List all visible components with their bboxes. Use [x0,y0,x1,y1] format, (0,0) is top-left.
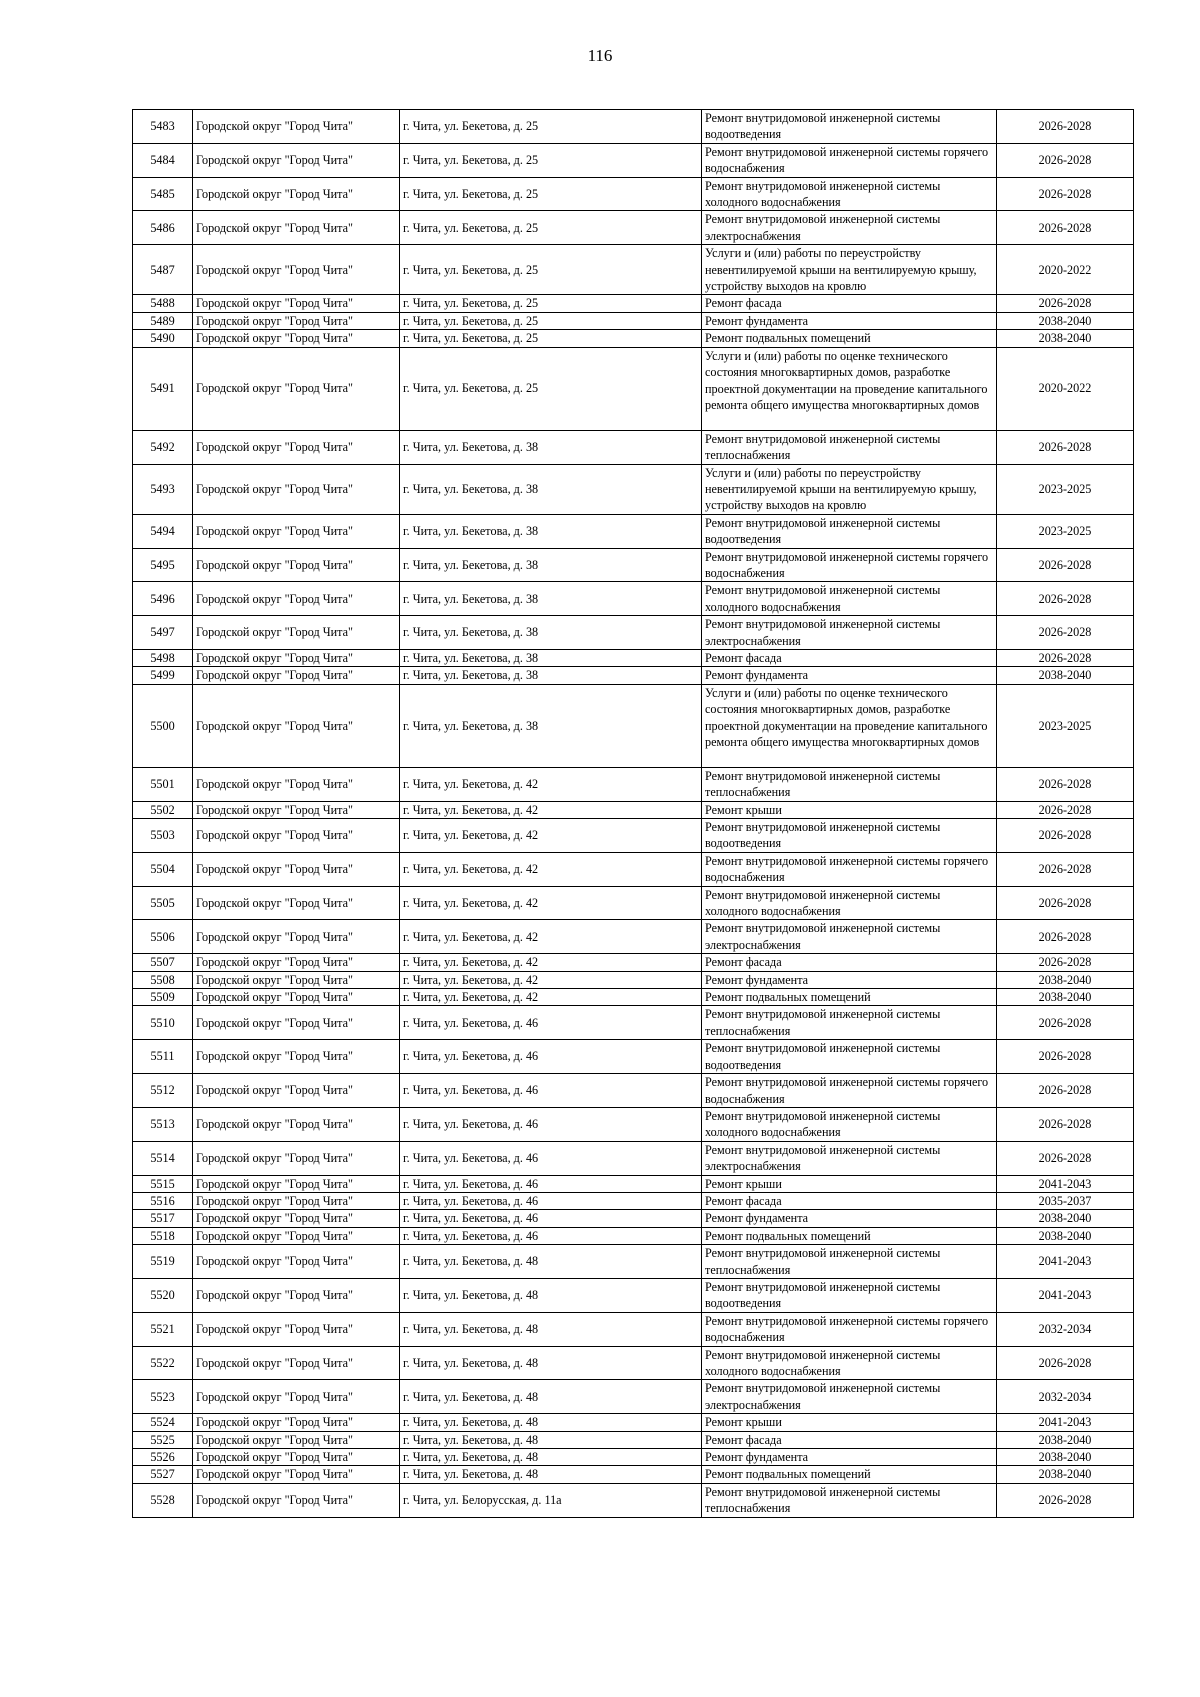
work-type-cell: Ремонт внутридомовой инженерной системы электроснабжения [702,920,997,954]
address-cell: г. Чита, ул. Бекетова, д. 46 [400,1074,702,1108]
table-row [133,1175,1134,1192]
municipality-cell: Городской округ "Город Чита" [193,1431,400,1448]
address-cell: г. Чита, ул. Бекетова, д. 46 [400,1141,702,1175]
work-type-cell: Ремонт внутридомовой инженерной системы горячего водоснабжения [702,548,997,582]
address-cell: г. Чита, ул. Бекетова, д. 38 [400,514,702,548]
table-row [133,330,1134,347]
address-cell: г. Чита, ул. Бекетова, д. 25 [400,330,702,347]
work-type-cell: Услуги и (или) работы по переустройству невентилируемой крыши на вентилируемую крышу, устройству выходов на кровлю [702,464,997,514]
municipality-cell: Городской округ "Город Чита" [193,1107,400,1141]
municipality-cell: Городской округ "Город Чита" [193,1141,400,1175]
table-row [133,1466,1134,1483]
municipality-cell: Городской округ "Город Чита" [193,989,400,1006]
municipality-cell: Городской округ "Город Чита" [193,177,400,211]
work-type-cell: Ремонт подвальных помещений [702,1466,997,1483]
municipality-cell: Городской округ "Город Чита" [193,1210,400,1227]
table-row [133,819,1134,853]
period-cell: 2041-2043 [997,1278,1134,1312]
address-cell: г. Чита, ул. Бекетова, д. 42 [400,886,702,920]
municipality-cell: Городской округ "Город Чита" [193,312,400,329]
period-cell: 2020-2022 [997,347,1134,430]
table-body [133,110,1134,1518]
period-cell: 2026-2028 [997,886,1134,920]
municipality-cell: Городской округ "Город Чита" [193,464,400,514]
row-number-cell: 5485 [133,177,193,211]
table-row [133,1245,1134,1279]
row-number-cell: 5493 [133,464,193,514]
work-type-cell: Ремонт внутридомовой инженерной системы водоотведения [702,1278,997,1312]
row-number-cell: 5487 [133,245,193,295]
row-number-cell: 5500 [133,684,193,767]
municipality-cell: Городской округ "Город Чита" [193,1312,400,1346]
address-cell: г. Чита, ул. Бекетова, д. 48 [400,1278,702,1312]
repair-schedule-table [132,109,1134,1518]
table-row [133,1192,1134,1209]
table-row [133,1210,1134,1227]
work-type-cell: Услуги и (или) работы по переустройству невентилируемой крыши на вентилируемую крышу, устройству выходов на кровлю [702,245,997,295]
period-cell: 2026-2028 [997,1040,1134,1074]
row-number-cell: 5484 [133,143,193,177]
row-number-cell: 5501 [133,767,193,801]
address-cell: г. Чита, ул. Бекетова, д. 25 [400,347,702,430]
address-cell: г. Чита, ул. Бекетова, д. 42 [400,954,702,971]
period-cell: 2026-2028 [997,1006,1134,1040]
work-type-cell: Ремонт внутридомовой инженерной системы горячего водоснабжения [702,143,997,177]
table-row [133,1227,1134,1244]
period-cell: 2026-2028 [997,177,1134,211]
work-type-cell: Ремонт фундамента [702,312,997,329]
period-cell: 2038-2040 [997,971,1134,988]
municipality-cell: Городской округ "Город Чита" [193,852,400,886]
row-number-cell: 5489 [133,312,193,329]
period-cell: 2026-2028 [997,548,1134,582]
address-cell: г. Чита, ул. Бекетова, д. 46 [400,1006,702,1040]
work-type-cell: Ремонт фасада [702,1431,997,1448]
row-number-cell: 5488 [133,295,193,312]
table-row [133,582,1134,616]
period-cell: 2026-2028 [997,1346,1134,1380]
row-number-cell: 5498 [133,649,193,666]
row-number-cell: 5504 [133,852,193,886]
work-type-cell: Ремонт внутридомовой инженерной системы горячего водоснабжения [702,1074,997,1108]
work-type-cell: Ремонт фасада [702,295,997,312]
municipality-cell: Городской округ "Город Чита" [193,1346,400,1380]
row-number-cell: 5510 [133,1006,193,1040]
row-number-cell: 5516 [133,1192,193,1209]
address-cell: г. Чита, ул. Бекетова, д. 38 [400,548,702,582]
work-type-cell: Ремонт внутридомовой инженерной системы горячего водоснабжения [702,1312,997,1346]
address-cell: г. Чита, ул. Бекетова, д. 48 [400,1312,702,1346]
row-number-cell: 5494 [133,514,193,548]
municipality-cell: Городской округ "Город Чита" [193,1278,400,1312]
work-type-cell: Ремонт внутридомовой инженерной системы теплоснабжения [702,1006,997,1040]
row-number-cell: 5512 [133,1074,193,1108]
table-row [133,1346,1134,1380]
period-cell: 2026-2028 [997,801,1134,818]
municipality-cell: Городской округ "Город Чита" [193,582,400,616]
work-type-cell: Ремонт внутридомовой инженерной системы водоотведения [702,819,997,853]
period-cell: 2038-2040 [997,1210,1134,1227]
address-cell: г. Чита, ул. Бекетова, д. 42 [400,819,702,853]
period-cell: 2041-2043 [997,1414,1134,1431]
work-type-cell: Ремонт внутридомовой инженерной системы водоотведения [702,110,997,144]
row-number-cell: 5499 [133,667,193,684]
row-number-cell: 5511 [133,1040,193,1074]
municipality-cell: Городской округ "Город Чита" [193,684,400,767]
work-type-cell: Ремонт внутридомовой инженерной системы теплоснабжения [702,430,997,464]
period-cell: 2023-2025 [997,514,1134,548]
table-row [133,514,1134,548]
address-cell: г. Чита, ул. Бекетова, д. 48 [400,1466,702,1483]
row-number-cell: 5496 [133,582,193,616]
period-cell: 2026-2028 [997,295,1134,312]
address-cell: г. Чита, ул. Бекетова, д. 48 [400,1380,702,1414]
period-cell: 2032-2034 [997,1312,1134,1346]
row-number-cell: 5483 [133,110,193,144]
address-cell: г. Чита, ул. Бекетова, д. 46 [400,1227,702,1244]
period-cell: 2026-2028 [997,143,1134,177]
address-cell: г. Чита, ул. Бекетова, д. 42 [400,989,702,1006]
period-cell: 2041-2043 [997,1175,1134,1192]
municipality-cell: Городской округ "Город Чита" [193,143,400,177]
work-type-cell: Услуги и (или) работы по оценке технического состояния многоквартирных домов, разработке проектной документации на проведение капитального ремонта общего имущества многоквартирных домов [702,347,997,430]
municipality-cell: Городской округ "Город Чита" [193,211,400,245]
work-type-cell: Ремонт фундамента [702,1449,997,1466]
address-cell: г. Чита, ул. Бекетова, д. 25 [400,177,702,211]
address-cell: г. Чита, ул. Бекетова, д. 48 [400,1431,702,1448]
table-row [133,1483,1134,1517]
address-cell: г. Чита, ул. Бекетова, д. 48 [400,1245,702,1279]
period-cell: 2026-2028 [997,852,1134,886]
table-row [133,1074,1134,1108]
address-cell: г. Чита, ул. Бекетова, д. 38 [400,464,702,514]
table-row [133,886,1134,920]
work-type-cell: Ремонт внутридомовой инженерной системы водоотведения [702,1040,997,1074]
work-type-cell: Ремонт фасада [702,1192,997,1209]
table-row [133,211,1134,245]
work-type-cell: Ремонт внутридомовой инженерной системы холодного водоснабжения [702,582,997,616]
work-type-cell: Ремонт внутридомовой инженерной системы электроснабжения [702,1141,997,1175]
municipality-cell: Городской округ "Город Чита" [193,1380,400,1414]
table-row [133,110,1134,144]
period-cell: 2038-2040 [997,1431,1134,1448]
row-number-cell: 5519 [133,1245,193,1279]
municipality-cell: Городской округ "Город Чита" [193,548,400,582]
table-row [133,312,1134,329]
table-row [133,464,1134,514]
address-cell: г. Чита, ул. Бекетова, д. 25 [400,245,702,295]
address-cell: г. Чита, ул. Бекетова, д. 25 [400,312,702,329]
work-type-cell: Ремонт крыши [702,1175,997,1192]
period-cell: 2038-2040 [997,330,1134,347]
address-cell: г. Чита, ул. Бекетова, д. 38 [400,649,702,666]
address-cell: г. Чита, ул. Бекетова, д. 25 [400,143,702,177]
row-number-cell: 5507 [133,954,193,971]
work-type-cell: Ремонт внутридомовой инженерной системы электроснабжения [702,211,997,245]
address-cell: г. Чита, ул. Бекетова, д. 25 [400,110,702,144]
period-cell: 2038-2040 [997,989,1134,1006]
row-number-cell: 5514 [133,1141,193,1175]
municipality-cell: Городской округ "Город Чита" [193,1074,400,1108]
work-type-cell: Ремонт фундамента [702,1210,997,1227]
address-cell: г. Чита, ул. Бекетова, д. 25 [400,295,702,312]
table-row [133,548,1134,582]
row-number-cell: 5527 [133,1466,193,1483]
municipality-cell: Городской округ "Город Чита" [193,430,400,464]
table-row [133,767,1134,801]
address-cell: г. Чита, ул. Бекетова, д. 38 [400,582,702,616]
municipality-cell: Городской округ "Город Чита" [193,920,400,954]
row-number-cell: 5525 [133,1431,193,1448]
municipality-cell: Городской округ "Город Чита" [193,886,400,920]
period-cell: 2026-2028 [997,110,1134,144]
table-row [133,920,1134,954]
municipality-cell: Городской округ "Город Чита" [193,1483,400,1517]
period-cell: 2026-2028 [997,954,1134,971]
row-number-cell: 5508 [133,971,193,988]
address-cell: г. Чита, ул. Бекетова, д. 46 [400,1192,702,1209]
period-cell: 2026-2028 [997,920,1134,954]
table-row [133,852,1134,886]
period-cell: 2026-2028 [997,1483,1134,1517]
municipality-cell: Городской округ "Город Чита" [193,616,400,650]
municipality-cell: Городской округ "Город Чита" [193,245,400,295]
period-cell: 2032-2034 [997,1380,1134,1414]
table-row [133,616,1134,650]
row-number-cell: 5506 [133,920,193,954]
row-number-cell: 5503 [133,819,193,853]
work-type-cell: Ремонт фасада [702,954,997,971]
address-cell: г. Чита, ул. Бекетова, д. 38 [400,667,702,684]
municipality-cell: Городской округ "Город Чита" [193,971,400,988]
row-number-cell: 5524 [133,1414,193,1431]
period-cell: 2038-2040 [997,1227,1134,1244]
municipality-cell: Городской округ "Город Чита" [193,1449,400,1466]
municipality-cell: Городской округ "Город Чита" [193,1227,400,1244]
municipality-cell: Городской округ "Город Чита" [193,767,400,801]
municipality-cell: Городской округ "Город Чита" [193,295,400,312]
municipality-cell: Городской округ "Город Чита" [193,514,400,548]
page-number: 116 [587,46,613,65]
address-cell: г. Чита, ул. Бекетова, д. 42 [400,971,702,988]
row-number-cell: 5513 [133,1107,193,1141]
table-row [133,801,1134,818]
work-type-cell: Ремонт внутридомовой инженерной системы теплоснабжения [702,1245,997,1279]
table-row [133,1380,1134,1414]
table-row [133,649,1134,666]
row-number-cell: 5520 [133,1278,193,1312]
table-row [133,177,1134,211]
table-row [133,971,1134,988]
municipality-cell: Городской округ "Город Чита" [193,1040,400,1074]
row-number-cell: 5518 [133,1227,193,1244]
address-cell: г. Чита, ул. Бекетова, д. 25 [400,211,702,245]
table-row [133,684,1134,767]
municipality-cell: Городской округ "Город Чита" [193,649,400,666]
row-number-cell: 5517 [133,1210,193,1227]
period-cell: 2026-2028 [997,1141,1134,1175]
period-cell: 2038-2040 [997,1449,1134,1466]
period-cell: 2026-2028 [997,1107,1134,1141]
table-row [133,667,1134,684]
work-type-cell: Ремонт крыши [702,801,997,818]
address-cell: г. Чита, ул. Бекетова, д. 42 [400,852,702,886]
table-row [133,1141,1134,1175]
period-cell: 2026-2028 [997,819,1134,853]
work-type-cell: Ремонт внутридомовой инженерной системы теплоснабжения [702,767,997,801]
address-cell: г. Чита, ул. Бекетова, д. 46 [400,1210,702,1227]
period-cell: 2038-2040 [997,1466,1134,1483]
address-cell: г. Чита, ул. Бекетова, д. 38 [400,430,702,464]
work-type-cell: Ремонт внутридомовой инженерной системы холодного водоснабжения [702,177,997,211]
table-row [133,989,1134,1006]
municipality-cell: Городской округ "Город Чита" [193,801,400,818]
table-row [133,954,1134,971]
address-cell: г. Чита, ул. Бекетова, д. 46 [400,1175,702,1192]
address-cell: г. Чита, ул. Бекетова, д. 48 [400,1346,702,1380]
address-cell: г. Чита, ул. Бекетова, д. 42 [400,920,702,954]
table-row [133,245,1134,295]
period-cell: 2020-2022 [997,245,1134,295]
row-number-cell: 5502 [133,801,193,818]
row-number-cell: 5492 [133,430,193,464]
municipality-cell: Городской округ "Город Чита" [193,954,400,971]
row-number-cell: 5526 [133,1449,193,1466]
work-type-cell: Ремонт фундамента [702,971,997,988]
table-row [133,1312,1134,1346]
work-type-cell: Ремонт фундамента [702,667,997,684]
period-cell: 2023-2025 [997,684,1134,767]
row-number-cell: 5486 [133,211,193,245]
table-row [133,347,1134,430]
period-cell: 2026-2028 [997,211,1134,245]
work-type-cell: Ремонт внутридомовой инженерной системы водоотведения [702,514,997,548]
period-cell: 2026-2028 [997,616,1134,650]
period-cell: 2038-2040 [997,312,1134,329]
work-type-cell: Ремонт подвальных помещений [702,1227,997,1244]
municipality-cell: Городской округ "Город Чита" [193,1192,400,1209]
row-number-cell: 5522 [133,1346,193,1380]
work-type-cell: Ремонт внутридомовой инженерной системы холодного водоснабжения [702,1107,997,1141]
row-number-cell: 5497 [133,616,193,650]
row-number-cell: 5491 [133,347,193,430]
table-row [133,1414,1134,1431]
work-type-cell: Ремонт крыши [702,1414,997,1431]
table-row [133,295,1134,312]
period-cell: 2026-2028 [997,1074,1134,1108]
address-cell: г. Чита, ул. Бекетова, д. 46 [400,1040,702,1074]
address-cell: г. Чита, ул. Бекетова, д. 42 [400,767,702,801]
work-type-cell: Ремонт внутридомовой инженерной системы холодного водоснабжения [702,1346,997,1380]
work-type-cell: Ремонт внутридомовой инженерной системы холодного водоснабжения [702,886,997,920]
work-type-cell: Ремонт подвальных помещений [702,989,997,1006]
table-row [133,1431,1134,1448]
address-cell: г. Чита, ул. Бекетова, д. 38 [400,684,702,767]
table-row [133,1278,1134,1312]
period-cell: 2026-2028 [997,767,1134,801]
period-cell: 2026-2028 [997,582,1134,616]
municipality-cell: Городской округ "Город Чита" [193,110,400,144]
address-cell: г. Чита, ул. Бекетова, д. 42 [400,801,702,818]
work-type-cell: Ремонт подвальных помещений [702,330,997,347]
work-type-cell: Ремонт внутридомовой инженерной системы электроснабжения [702,1380,997,1414]
row-number-cell: 5490 [133,330,193,347]
table-row [133,1006,1134,1040]
period-cell: 2041-2043 [997,1245,1134,1279]
address-cell: г. Чита, ул. Бекетова, д. 48 [400,1414,702,1431]
period-cell: 2035-2037 [997,1192,1134,1209]
address-cell: г. Чита, ул. Белорусская, д. 11а [400,1483,702,1517]
address-cell: г. Чита, ул. Бекетова, д. 38 [400,616,702,650]
period-cell: 2026-2028 [997,430,1134,464]
row-number-cell: 5523 [133,1380,193,1414]
work-type-cell: Ремонт фасада [702,649,997,666]
row-number-cell: 5495 [133,548,193,582]
address-cell: г. Чита, ул. Бекетова, д. 46 [400,1107,702,1141]
municipality-cell: Городской округ "Город Чита" [193,1414,400,1431]
municipality-cell: Городской округ "Город Чита" [193,819,400,853]
work-type-cell: Ремонт внутридомовой инженерной системы электроснабжения [702,616,997,650]
row-number-cell: 5515 [133,1175,193,1192]
table-row [133,1449,1134,1466]
table-row [133,143,1134,177]
address-cell: г. Чита, ул. Бекетова, д. 48 [400,1449,702,1466]
period-cell: 2038-2040 [997,667,1134,684]
period-cell: 2023-2025 [997,464,1134,514]
work-type-cell: Ремонт внутридомовой инженерной системы теплоснабжения [702,1483,997,1517]
work-type-cell: Ремонт внутридомовой инженерной системы горячего водоснабжения [702,852,997,886]
table-row [133,430,1134,464]
table-row [133,1040,1134,1074]
table-row [133,1107,1134,1141]
row-number-cell: 5505 [133,886,193,920]
municipality-cell: Городской округ "Город Чита" [193,330,400,347]
municipality-cell: Городской округ "Город Чита" [193,347,400,430]
municipality-cell: Городской округ "Город Чита" [193,1006,400,1040]
municipality-cell: Городской округ "Город Чита" [193,1245,400,1279]
row-number-cell: 5528 [133,1483,193,1517]
work-type-cell: Услуги и (или) работы по оценке технического состояния многоквартирных домов, разработке проектной документации на проведение капитального ремонта общего имущества многоквартирных домов [702,684,997,767]
period-cell: 2026-2028 [997,649,1134,666]
municipality-cell: Городской округ "Город Чита" [193,1466,400,1483]
municipality-cell: Городской округ "Город Чита" [193,667,400,684]
row-number-cell: 5521 [133,1312,193,1346]
municipality-cell: Городской округ "Город Чита" [193,1175,400,1192]
row-number-cell: 5509 [133,989,193,1006]
